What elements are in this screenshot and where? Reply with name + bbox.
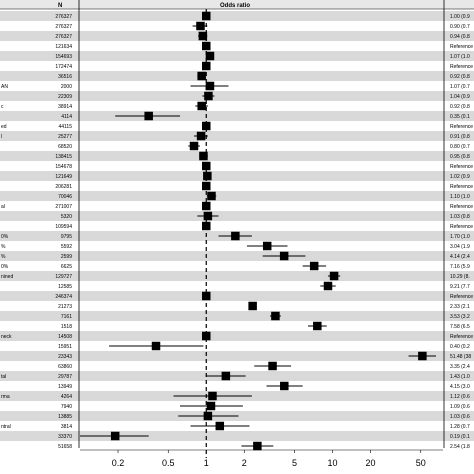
point-estimate	[253, 442, 262, 451]
or-value: 0.92 (0.8	[450, 104, 470, 110]
n-value: 276327	[55, 24, 72, 30]
header-odds-ratio: Odds ratio	[220, 3, 251, 9]
or-value: 0.40 (0.2	[450, 344, 470, 350]
or-value: Reference	[450, 294, 474, 300]
or-value: Reference	[450, 64, 474, 70]
n-value: 271007	[55, 204, 72, 210]
or-value: Reference	[450, 334, 474, 340]
or-value: 0.91 (0.8	[450, 134, 470, 140]
row-label: %	[1, 244, 6, 250]
or-value: 1.09 (0.6	[450, 404, 470, 410]
point-estimate	[202, 222, 211, 231]
point-estimate	[202, 292, 211, 301]
n-value: 29787	[58, 374, 72, 380]
point-estimate	[280, 252, 289, 261]
point-estimate	[204, 412, 213, 421]
point-estimate	[206, 82, 215, 91]
or-value: 0.35 (0.1	[450, 114, 470, 120]
or-value: 1.03 (0.6	[450, 414, 470, 420]
n-value: 4264	[60, 394, 72, 400]
row-label: %	[1, 254, 6, 260]
point-estimate	[199, 152, 208, 161]
or-value: 0.95 (0.8	[450, 154, 470, 160]
point-estimate	[197, 72, 206, 81]
n-value: 3814	[60, 424, 72, 430]
x-tick-label: 0.2	[111, 458, 125, 468]
n-value: 68520	[58, 144, 72, 150]
n-value: 14508	[58, 334, 72, 340]
row-label: ntral	[1, 424, 11, 430]
n-value: 109594	[55, 224, 72, 230]
or-value: 1.28 (0.7	[450, 424, 470, 430]
point-estimate	[207, 192, 216, 201]
n-value: 38914	[58, 104, 72, 110]
row-label: al	[1, 204, 5, 210]
point-estimate	[206, 52, 215, 61]
x-tick-label: 1	[203, 458, 209, 468]
or-value: 0.90 (0.7	[450, 24, 470, 30]
or-value: 0.92 (0.8	[450, 74, 470, 80]
or-value: 1.02 (0.9	[450, 174, 470, 180]
or-value: 1.00 (0.9	[450, 14, 470, 20]
point-estimate	[152, 342, 161, 351]
point-estimate	[197, 132, 206, 141]
n-value: 276327	[55, 14, 72, 20]
point-estimate	[144, 112, 153, 121]
n-value: 154678	[55, 164, 72, 170]
n-value: 7940	[60, 404, 72, 410]
point-estimate	[202, 182, 211, 191]
x-tick-label: 5	[292, 458, 298, 468]
n-value: 6625	[60, 264, 72, 270]
or-value: 0.94 (0.8	[450, 34, 470, 40]
point-estimate	[202, 122, 211, 131]
or-value: 0.19 (0.1	[450, 434, 470, 440]
or-value: 1.03 (0.8	[450, 214, 470, 220]
n-value: 1518	[60, 324, 72, 330]
row-label: rma	[1, 394, 10, 400]
or-value: 1.43 (1.0	[450, 374, 470, 380]
n-value: 5320	[60, 214, 72, 220]
header-n: N	[58, 3, 63, 9]
row-label: 0%	[1, 264, 9, 270]
row-label: tal	[1, 374, 7, 380]
or-value: 3.53 (3.2	[450, 314, 470, 320]
point-estimate	[190, 142, 199, 151]
or-value: 4.15 (3.0	[450, 384, 470, 390]
n-value: 2000	[60, 84, 72, 90]
point-estimate	[202, 42, 211, 51]
or-value: Reference	[450, 224, 474, 230]
row-label: 0%	[1, 234, 9, 240]
or-value: 1.12 (0.6	[450, 394, 470, 400]
n-value: 70046	[58, 194, 72, 200]
point-estimate	[203, 172, 212, 181]
or-value: 1.10 (1.0	[450, 194, 470, 200]
n-value: 15951	[58, 344, 72, 350]
or-value: 1.07 (1.0	[450, 54, 470, 60]
row-label: AN	[1, 84, 8, 90]
n-value: 25277	[58, 134, 72, 140]
x-tick-label: 50	[415, 458, 426, 468]
n-value: 276327	[55, 34, 72, 40]
n-value: 51658	[58, 444, 72, 450]
or-value: 2.33 (2.1	[450, 304, 470, 310]
n-value: 206281	[55, 184, 72, 190]
n-value: 63860	[58, 364, 72, 370]
point-estimate	[202, 332, 211, 341]
point-estimate	[202, 62, 211, 71]
point-estimate	[310, 262, 319, 271]
point-estimate	[268, 362, 277, 371]
point-estimate	[280, 382, 289, 391]
n-value: 12585	[58, 284, 72, 290]
point-estimate	[216, 422, 225, 431]
point-estimate	[418, 352, 427, 361]
x-tick-label: 0.5	[161, 458, 175, 468]
n-value: 138415	[55, 154, 72, 160]
n-value: 33370	[58, 434, 72, 440]
n-value: 44115	[58, 124, 72, 130]
or-value: 3.35 (2.4	[450, 364, 470, 370]
n-value: 13949	[58, 384, 72, 390]
n-value: 21273	[58, 304, 72, 310]
n-value: 129727	[55, 274, 72, 280]
or-value: Reference	[450, 44, 474, 50]
or-value: 10.29 (8.	[450, 274, 470, 280]
n-value: 172474	[55, 64, 72, 70]
point-estimate	[202, 162, 211, 171]
point-estimate	[313, 322, 322, 331]
n-value: 2599	[60, 254, 72, 260]
point-estimate	[196, 22, 205, 31]
n-value: 9795	[60, 234, 72, 240]
x-tick-label: 10	[327, 458, 338, 468]
point-estimate	[222, 372, 231, 381]
n-value: 121649	[55, 174, 72, 180]
x-tick-label: 2	[241, 458, 247, 468]
or-value: Reference	[450, 184, 474, 190]
point-estimate	[330, 272, 339, 281]
n-value: 246374	[55, 294, 72, 300]
or-value: 51.48 (38	[450, 354, 472, 360]
n-value: 5592	[60, 244, 72, 250]
or-value: 4.14 (2.4	[450, 254, 470, 260]
or-value: Reference	[450, 164, 474, 170]
row-label: nined	[1, 274, 14, 280]
n-value: 13885	[58, 414, 72, 420]
row-label: c	[1, 104, 4, 110]
point-estimate	[324, 282, 333, 291]
point-estimate	[263, 242, 272, 251]
row-label: l	[1, 134, 3, 140]
or-value: 0.80 (0.7	[450, 144, 470, 150]
n-value: 4114	[61, 114, 72, 120]
n-value: 36516	[58, 74, 72, 80]
point-estimate	[208, 392, 217, 401]
point-estimate	[202, 12, 211, 21]
or-value: 9.21 (7.7	[450, 284, 470, 290]
point-estimate	[199, 32, 208, 41]
or-value: Reference	[450, 204, 474, 210]
point-estimate	[204, 92, 213, 101]
row-label: ed	[1, 124, 7, 130]
n-value: 7161	[60, 314, 72, 320]
point-estimate	[197, 102, 206, 111]
point-estimate	[204, 212, 213, 221]
n-value: 121634	[55, 44, 72, 50]
or-value: 1.04 (0.9	[450, 94, 470, 100]
or-value: 2.54 (1.8	[450, 444, 470, 450]
point-estimate	[202, 202, 211, 211]
x-tick-label: 20	[365, 458, 376, 468]
n-value: 154693	[55, 54, 72, 60]
point-estimate	[248, 302, 257, 311]
or-value: Reference	[450, 124, 474, 130]
n-value: 22309	[58, 94, 72, 100]
point-estimate	[231, 232, 240, 241]
point-estimate	[207, 402, 216, 411]
or-value: 7.16 (5.9	[450, 264, 470, 270]
row-label: neck	[1, 334, 12, 340]
or-value: 1.07 (0.7	[450, 84, 470, 90]
or-value: 3.04 (1.9	[450, 244, 470, 250]
or-value: 7.58 (6.5	[450, 324, 470, 330]
point-estimate	[271, 312, 280, 321]
or-value: 1.70 (1.0	[450, 234, 470, 240]
point-estimate	[111, 432, 120, 441]
n-value: 23343	[58, 354, 72, 360]
